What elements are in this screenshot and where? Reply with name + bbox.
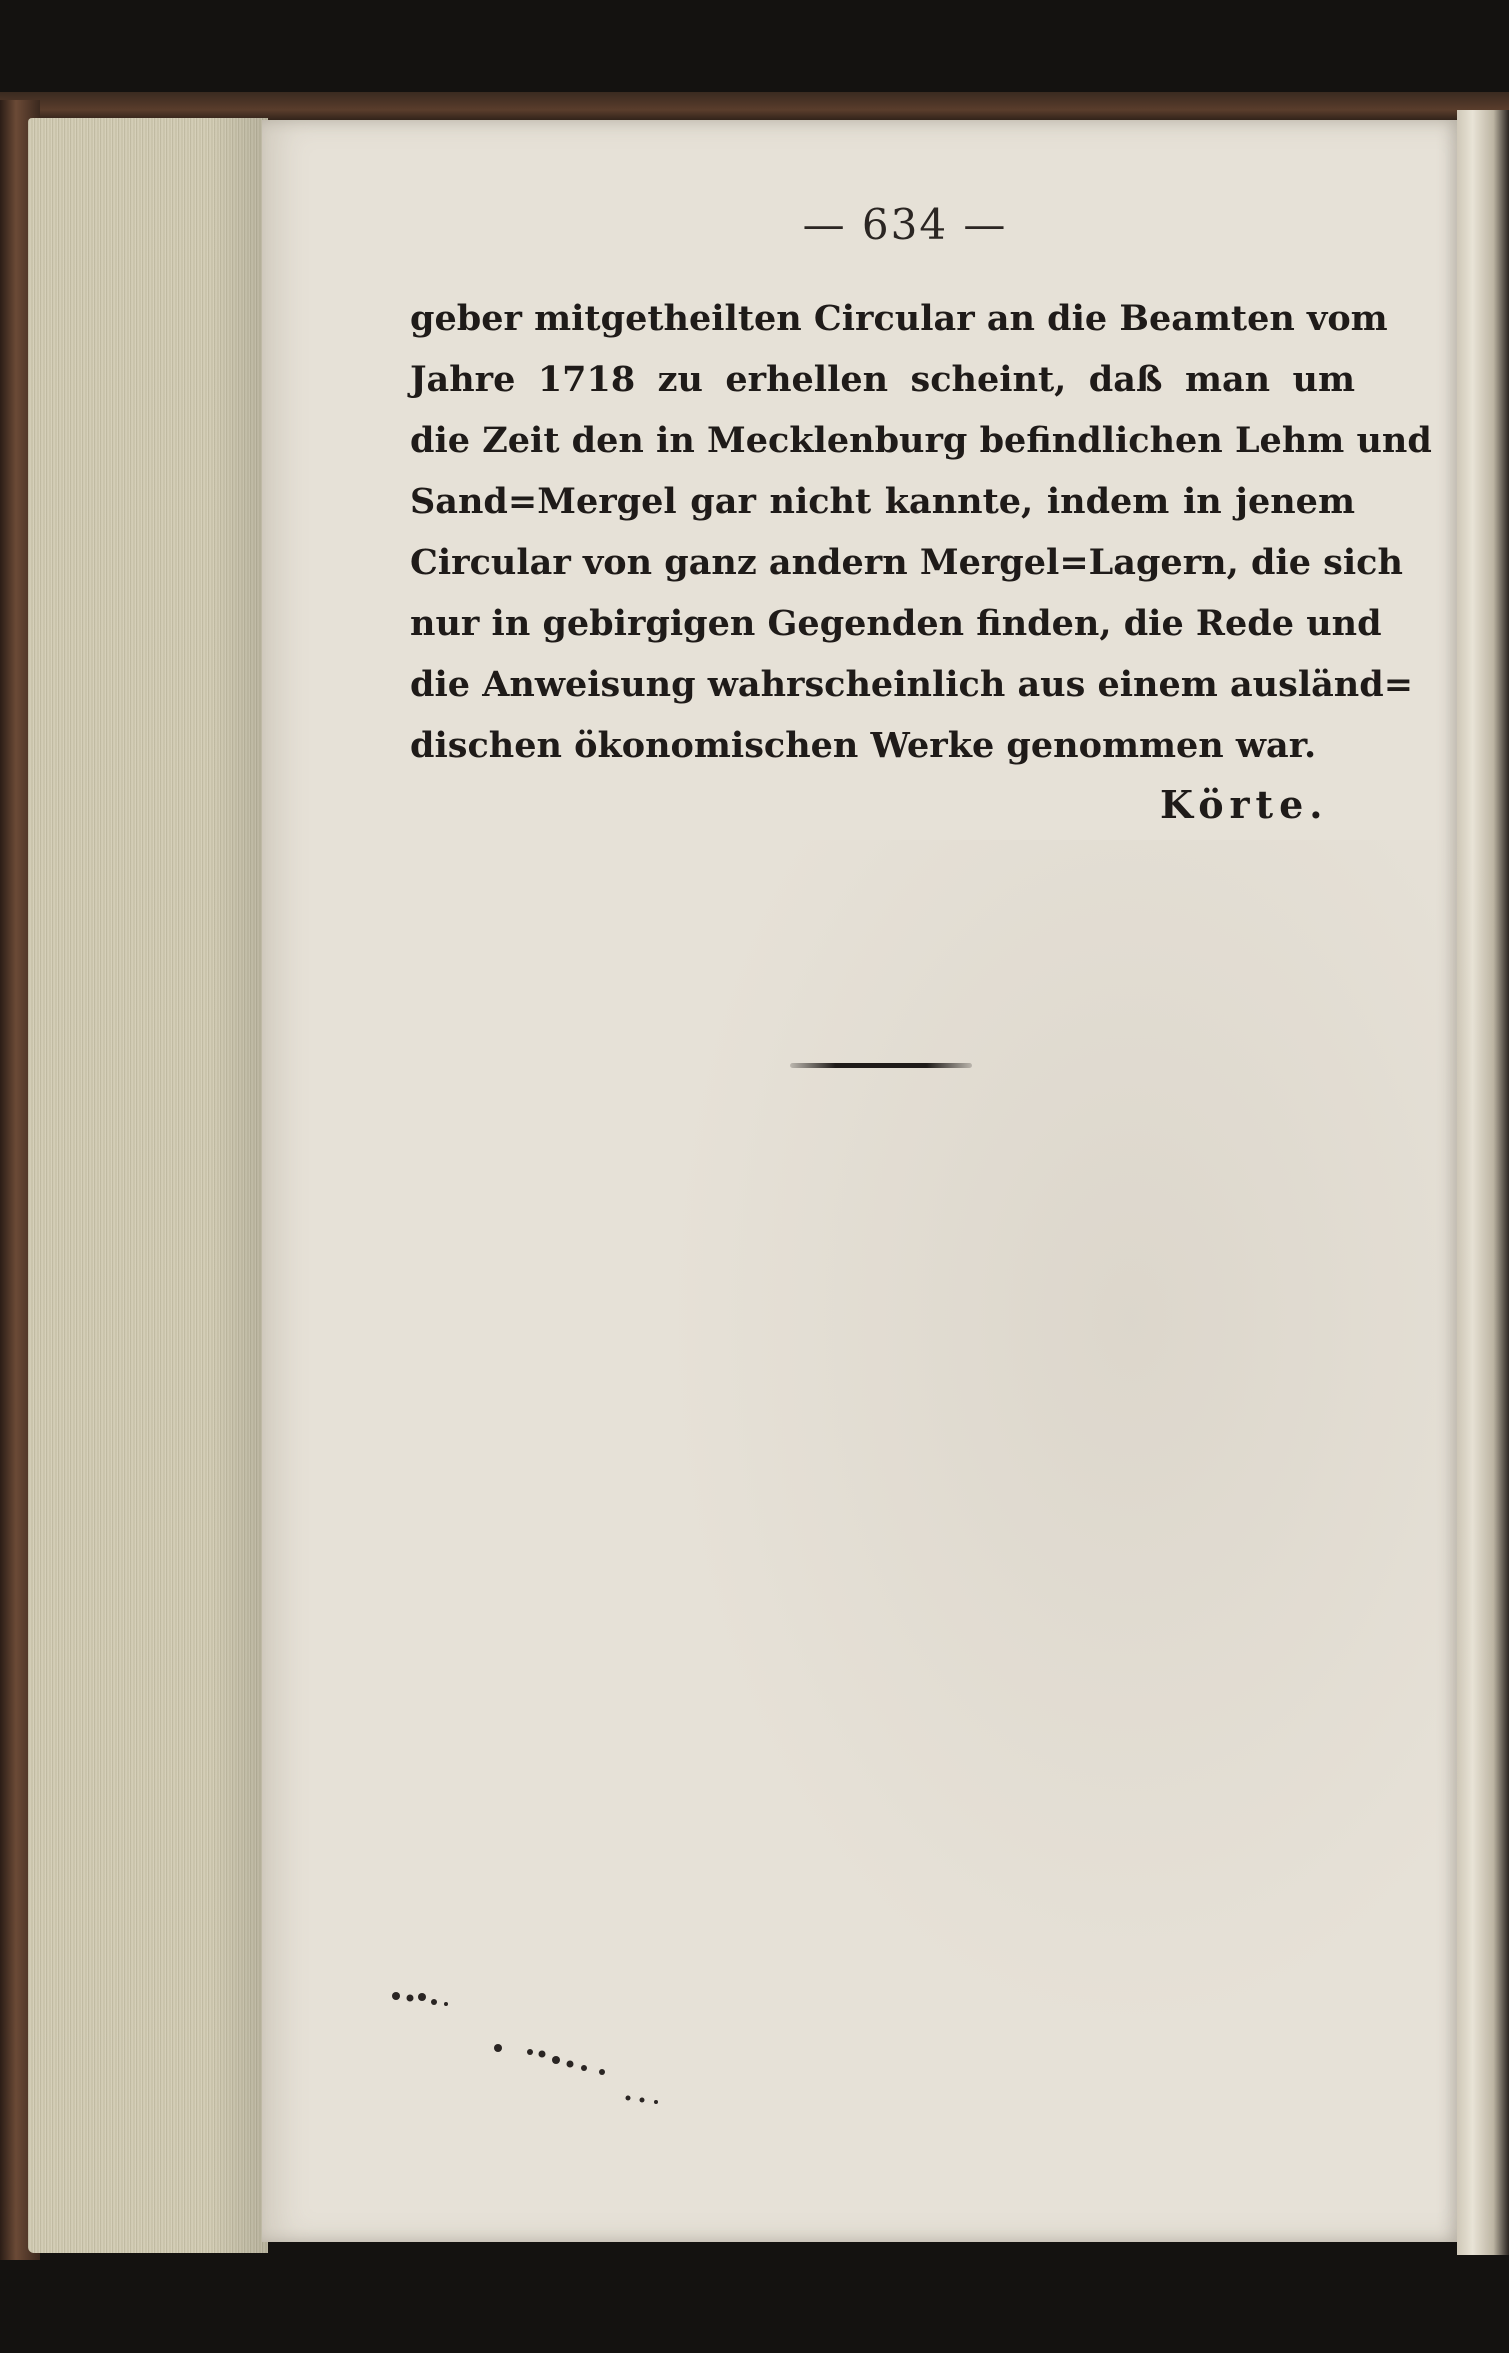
text-line: Jahre 1718 zu erhellen scheint, daß man um [410, 359, 1355, 400]
text-line: geber mitgetheilten Circular an die Beamten vom [410, 298, 1388, 339]
text-line: Sand=Mergel gar nicht kannte, indem in jenem [410, 481, 1355, 522]
text-line: die Zeit den in Mecklenburg befindlichen Lehm und [410, 420, 1432, 461]
body-text [410, 288, 1432, 776]
text-line: die Anweisung wahrscheinlich aus einem ausländ= [410, 664, 1414, 705]
text-line: nur in gebirgigen Gegenden finden, die Rede und [410, 603, 1382, 644]
text-line-last: dischen ökonomischen Werke genommen war. [410, 725, 1317, 766]
show-through-bleed [662, 840, 1509, 2040]
text-line: Circular von ganz andern Mergel=Lagern, die sich [410, 542, 1403, 583]
section-rule [790, 1063, 972, 1068]
author-signature: Körte. [1160, 782, 1329, 827]
ink-marks [380, 1980, 820, 2160]
page-number: — 634 — [802, 200, 1008, 249]
page-stack-shadow [210, 118, 268, 2253]
